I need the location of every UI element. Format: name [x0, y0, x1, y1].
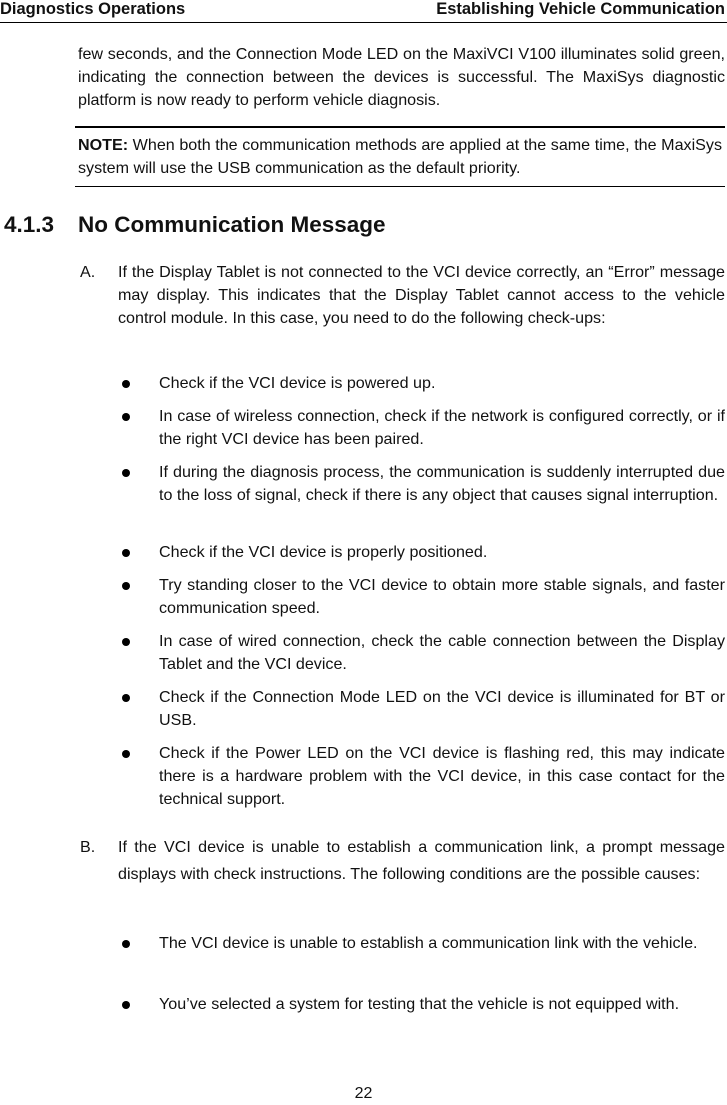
- header-chapter-title: Diagnostics Operations: [0, 0, 186, 18]
- item-a-text: If the Display Tablet is not connected to the VCI device correctly, an “Error” message may display. This indicates that the Display Tablet cannot access to the vehicle control module. In this case, you need to do the following check-ups:: [118, 263, 725, 327]
- list-item-text: Check if the Connection Mode LED on the VCI device is illuminated for BT or USB.: [159, 688, 725, 729]
- bullet-icon: [122, 582, 130, 590]
- list-item: [159, 541, 725, 564]
- list-item-text: Try standing closer to the VCI device to obtain more stable signals, and faster communication speed.: [159, 576, 725, 617]
- item-b: [0, 834, 725, 888]
- list-item: [159, 742, 725, 811]
- bullet-icon: [122, 549, 130, 557]
- page-number: 22: [354, 1085, 373, 1102]
- list-item-text: If during the diagnosis process, the communication is suddenly interrupted due to the loss of signal, check if there is any object that causes signal interruption.: [159, 463, 725, 504]
- list-item: [159, 461, 725, 507]
- list-item-text: You’ve selected a system for testing that the vehicle is not equipped with.: [159, 995, 680, 1013]
- note-box: [75, 126, 725, 187]
- bullet-icon: [122, 469, 130, 477]
- section-heading: [4, 212, 386, 238]
- bullet-icon: [122, 413, 130, 421]
- list-item: [159, 993, 725, 1016]
- list-item: [159, 574, 725, 620]
- bullet-icon: [122, 940, 130, 948]
- bullet-icon: [122, 380, 130, 388]
- section-title: No Communication Message: [78, 212, 386, 237]
- intro-paragraph: few seconds, and the Connection Mode LED on the MaxiVCI V100 illuminates solid green, indicating the connection between the devices is successful. The MaxiSys diagnostic platform is now ready to perform vehicle diagnosis.: [78, 45, 725, 109]
- item-a: [0, 261, 725, 330]
- list-item: [159, 372, 725, 395]
- section-number: 4.1.3: [4, 212, 55, 237]
- item-b-text: If the VCI device is unable to establish a communication link, a prompt message displays with check instructions. The following conditions are the possible causes:: [118, 838, 725, 883]
- item-b-letter: B.: [80, 838, 96, 856]
- item-a-letter: A.: [80, 263, 96, 281]
- list-item-text: In case of wireless connection, check if the network is configured correctly, or if the right VCI device has been paired.: [159, 407, 725, 448]
- list-item-text: Check if the VCI device is powered up.: [159, 374, 436, 392]
- list-item-text: Check if the VCI device is properly positioned.: [159, 543, 488, 561]
- list-item: [159, 932, 725, 955]
- list-item-text: In case of wired connection, check the cable connection between the Display Tablet and the VCI device.: [159, 632, 725, 673]
- bullet-icon: [122, 694, 130, 702]
- list-item-text: Check if the Power LED on the VCI device is flashing red, this may indicate there is a hardware problem with the VCI device, in this case contact for the technical support.: [159, 744, 725, 808]
- note-label: NOTE:: [78, 136, 129, 154]
- list-item: [159, 405, 725, 451]
- header-section-title: Establishing Vehicle Communication: [436, 0, 725, 18]
- bullet-icon: [122, 638, 130, 646]
- list-item: [159, 686, 725, 732]
- list-item: [159, 630, 725, 676]
- note-text: When both the communication methods are applied at the same time, the MaxiSys system will use the USB communication as the default priority.: [78, 136, 722, 177]
- bullet-icon: [122, 750, 130, 758]
- bullet-icon: [122, 1001, 130, 1009]
- page-header: [0, 0, 727, 23]
- list-item-text: The VCI device is unable to establish a communication link with the vehicle.: [159, 934, 698, 952]
